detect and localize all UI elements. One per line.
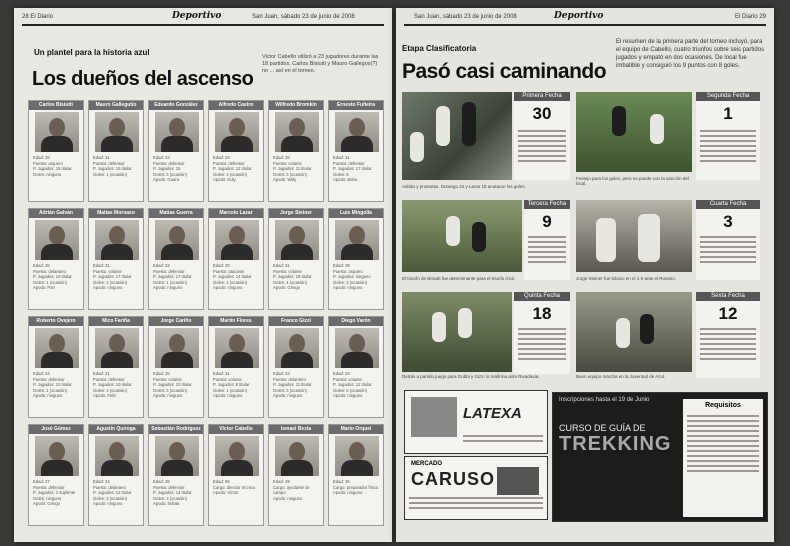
player-info-line: Puesto: defensor: [93, 160, 125, 166]
player-info-line: Edad: 24: [33, 371, 50, 376]
player-info-line: Goles: 0 (ocasión): [333, 387, 367, 393]
player-info-line: Apodo: Bebu: [333, 177, 358, 183]
stat-box: [524, 200, 570, 280]
player-photo: [335, 112, 379, 152]
player-info-line: Puesto: delantero: [273, 376, 306, 382]
player-info-line: Goles: ninguno: [33, 171, 62, 177]
player-name: Mauro Gallegutio: [89, 101, 143, 110]
player-info: [213, 479, 261, 496]
player-info: [153, 263, 201, 291]
match-photo: [576, 292, 692, 372]
stat-label: Cuarta Fecha: [696, 200, 760, 209]
player-info-line: P. Jugados: 10 titular: [33, 274, 72, 280]
player-info-line: Apodo: ninguno: [273, 495, 303, 501]
player-photo: [95, 436, 139, 476]
player-info-line: P. Jugados: 11 titular: [273, 166, 312, 172]
photo-caption: El triunfo de Bisiutti fue determinante para el triunfo Azul.: [402, 276, 522, 281]
player-card: [148, 316, 204, 418]
player-info-line: Goles: 3 (ocasión): [333, 279, 367, 285]
player-name: Marcelo Lazar: [209, 209, 263, 218]
player-info-line: Apodo: Gringo: [273, 285, 301, 291]
player-info: [93, 479, 141, 507]
player-info-line: Goles: 1 (ocasión): [153, 279, 187, 285]
player-photo: [95, 220, 139, 260]
player-card: [268, 208, 324, 310]
stat-box: [696, 292, 760, 378]
player-info: [33, 371, 81, 399]
player-info-line: P. Jugados: 12 titular: [93, 490, 132, 496]
player-info-line: Goles: 1 (ocasión): [93, 171, 127, 177]
player-info-line: P. Jugados: 18 titular: [273, 274, 312, 280]
player-photo: [35, 220, 79, 260]
ad-image: [411, 397, 457, 437]
player-info-line: Puesto: volante: [93, 268, 122, 274]
player-photo: [155, 328, 199, 368]
player-photo: [35, 328, 79, 368]
player-name: Diego Varón: [329, 317, 383, 326]
intro-text: El resumen de la primera parte del torneo incluyó, para el equipo de Cabello, cuatro triunfos sobre seis partidos jugados y empató en dos ocasiones. De local fue imbatible y consiguió los 9 puntos con 8 goles.: [616, 39, 765, 69]
player-info-line: Apodo: Feliz: [93, 393, 117, 399]
player-info-line: P. Jugados: 12 titular: [333, 382, 372, 388]
player-info: [93, 263, 141, 291]
player-name: Jorge Steiner: [269, 209, 323, 218]
stat-box: [514, 292, 570, 378]
photo-caption: Detrás a partido juego para Gobbi y Gizzi lo reafirma ante Rivadavia.: [402, 374, 572, 379]
player-name: Víctor Cabello: [209, 425, 263, 434]
player-photo: [215, 436, 259, 476]
player-info-line: Apodo: ninguno: [333, 285, 363, 291]
player-card: [328, 316, 384, 418]
player-info-line: Puesto: defensor: [153, 160, 185, 166]
player-info-line: Apodo: ninguno: [213, 285, 243, 291]
player-info-line: Edad: 29: [333, 263, 350, 268]
photo-caption: Buen equipo marcha en la Juventud de Azul.: [576, 374, 694, 379]
player-photo: [155, 436, 199, 476]
player-photo: [215, 328, 259, 368]
player-info-line: Puesto: delantero: [93, 484, 126, 490]
player-info: [93, 155, 141, 177]
player-info-line: Apodo: ninguno: [153, 285, 183, 291]
player-name: Eduardo González: [149, 101, 203, 110]
player-card: [268, 424, 324, 526]
kicker: Un plantel para la historia azul: [34, 48, 150, 57]
player-info-line: Edad: 31: [213, 371, 230, 376]
player-photo: [275, 436, 319, 476]
player-photo: [335, 328, 379, 368]
player-info-line: Apodo: Sebita: [153, 501, 180, 507]
match-photo: [402, 92, 512, 180]
right-page: [396, 8, 774, 542]
match-photo: [576, 92, 692, 172]
player-info-line: P. Jugados: 14 titular: [213, 274, 252, 280]
player-grid: [28, 100, 388, 526]
player-info-line: Edad: 49: [273, 479, 290, 484]
player-info: [213, 371, 261, 399]
headline: Pasó casi caminando: [402, 60, 607, 83]
player-card: [208, 100, 264, 202]
player-info-line: Apodo: Gringo: [33, 501, 61, 507]
player-info-line: Apodo: ninguno: [273, 393, 303, 399]
player-name: Ismael Bezta: [269, 425, 323, 434]
player-info: [153, 371, 201, 399]
player-info-line: Apodo: Willy: [273, 177, 297, 183]
player-info-line: Edad: 56: [213, 479, 230, 484]
player-info-line: Puesto: defensor: [33, 484, 65, 490]
player-card: [88, 208, 144, 310]
player-info-line: Goles: 1 (ocasión): [213, 387, 247, 393]
player-info-line: Edad: 36: [333, 479, 350, 484]
stat-label: Tercera Fecha: [524, 200, 570, 209]
player-info: [333, 155, 381, 183]
ad-brand: LATEXA: [463, 405, 522, 422]
stat-value: 1: [723, 104, 733, 123]
player-name: Mico Fariña: [89, 317, 143, 326]
player-info-line: Apodo: Guara: [153, 177, 180, 183]
photo-caption: Adrián y protestas. Durango 22 y Lazar 18 anotaron los goles.: [402, 184, 572, 189]
player-name: José Gómez: [29, 425, 83, 434]
player-card: [148, 208, 204, 310]
player-card: [28, 100, 84, 202]
player-info: [333, 263, 381, 291]
player-info-line: Edad: 20: [213, 263, 230, 268]
player-info-line: Goles: ninguno: [33, 495, 62, 501]
player-info-line: Goles: 3 (ocasión): [213, 171, 247, 177]
player-photo: [155, 112, 199, 152]
player-info-line: Edad: 31: [93, 155, 110, 160]
player-card: [208, 316, 264, 418]
player-info-line: Apodo: ninguno: [93, 285, 123, 291]
player-photo: [215, 220, 259, 260]
page-number: El Diario 29: [734, 14, 766, 20]
player-info-line: Edad: 28: [273, 155, 290, 160]
player-info: [213, 155, 261, 183]
player-info-line: Puesto: defensor: [93, 376, 125, 382]
player-info-line: Apodo: Víctor: [213, 490, 239, 496]
player-card: [328, 208, 384, 310]
player-card: [268, 316, 324, 418]
player-card: [328, 424, 384, 526]
player-info: [33, 479, 81, 507]
player-info-line: P. Jugados: 1 suplente: [33, 490, 76, 496]
ad-title: CURSO DE GUÍA DE: [559, 423, 646, 433]
player-info-line: P. Jugados: 17 titular: [153, 274, 192, 280]
stat-label: Quinta Fecha: [514, 292, 570, 301]
page-number: 28 El Diario: [22, 14, 54, 20]
player-info-line: Edad: 24: [333, 371, 350, 376]
player-info: [153, 479, 201, 507]
page-date: San Juan, sábado 23 de junio de 2008: [252, 14, 355, 20]
player-info-line: P. Jugados: 10 titular: [153, 382, 192, 388]
section-brand: Deportivo: [172, 11, 222, 21]
player-info: [333, 479, 381, 496]
player-photo: [275, 112, 319, 152]
player-info-line: Puesto: defensor: [333, 160, 365, 166]
player-info: [33, 263, 81, 291]
player-info: [273, 155, 321, 183]
player-card: [328, 100, 384, 202]
stat-box: [696, 200, 760, 280]
player-info: [33, 155, 81, 177]
player-info: [213, 263, 261, 291]
player-info-line: Puesto: defensor: [153, 484, 185, 490]
player-card: [28, 208, 84, 310]
player-card: [28, 316, 84, 418]
player-info-line: Edad: 24: [213, 155, 230, 160]
match-photo: [402, 200, 522, 272]
stat-value: 18: [532, 304, 552, 323]
player-info-line: Puesto: delantero: [33, 268, 66, 274]
player-name: Martín Flores: [209, 317, 263, 326]
player-info-line: Puesto: volante: [273, 160, 302, 166]
ad-caruso: [404, 456, 548, 520]
player-photo: [155, 220, 199, 260]
player-name: Luis Mingolla: [329, 209, 383, 218]
player-info-line: P. Jugados: 8 titular: [213, 382, 250, 388]
player-card: [148, 424, 204, 526]
stat-value: 3: [723, 212, 733, 231]
player-info-line: Cargo: preparador físico: [333, 484, 379, 490]
player-photo: [35, 436, 79, 476]
stat-label: Sexta Fecha: [696, 292, 760, 301]
player-info: [333, 371, 381, 399]
player-info-line: P. Jugados: 15: [153, 166, 181, 172]
player-info-line: Puesto: volante: [153, 376, 182, 382]
player-info-line: P. Jugados: 11 titular: [273, 382, 312, 388]
ad-brand: TREKKING: [559, 433, 672, 455]
stat-label: Primera Fecha: [514, 92, 570, 101]
player-info-line: P. Jugados: 17 titular: [93, 274, 132, 280]
player-info-line: Edad: 31: [273, 263, 290, 268]
ad-requirements-title: Requisitos: [705, 402, 741, 409]
player-info-line: Puesto: atacante: [213, 268, 245, 274]
player-info-line: Goles: 3 (ocasión): [273, 387, 307, 393]
player-name: Matías Moroaso: [89, 209, 143, 218]
player-info-line: P. Jugados: 18 titular: [33, 166, 72, 172]
player-info-line: Goles: 4 (ocasión): [213, 279, 247, 285]
stat-box: [696, 92, 760, 180]
player-info-line: Edad: 27: [33, 479, 50, 484]
player-info-line: Apodo: ninguno: [333, 393, 363, 399]
player-info-line: Edad: 25: [33, 263, 50, 268]
player-info-line: Edad: 23: [273, 371, 290, 376]
photo-caption: Festejo para los goles, pero no puede con la sanción del local.: [576, 176, 694, 186]
player-info-line: P. Jugados: ninguno: [333, 274, 371, 280]
player-photo: [275, 328, 319, 368]
player-info: [273, 371, 321, 399]
player-info-line: Edad: 31: [93, 263, 110, 268]
player-info-line: Edad: 23: [153, 155, 170, 160]
section-brand: Deportivo: [554, 11, 604, 21]
player-info: [273, 479, 321, 501]
player-photo: [215, 112, 259, 152]
player-info-line: P. Jugados: 14 titular: [153, 490, 192, 496]
left-page: [14, 8, 392, 542]
ad-subtitle: MERCADO: [411, 461, 442, 467]
player-info-line: Goles: 1 (ocasión): [33, 279, 67, 285]
player-info-line: P. Jugados: 17 titular: [333, 166, 372, 172]
stat-value: 12: [718, 304, 738, 323]
player-info: [273, 263, 321, 291]
player-info-line: Edad: 24: [93, 479, 110, 484]
stat-value: 9: [542, 212, 552, 231]
player-info: [153, 155, 201, 183]
match-photo: [402, 292, 512, 372]
player-info-line: Puesto: arquero: [333, 268, 363, 274]
ad-brand: CARUSO: [411, 469, 496, 489]
player-info-line: Apodo: ninguno: [153, 393, 183, 399]
player-info-line: Cargo: director técnico: [213, 484, 256, 490]
player-info-line: Apodo: ninguno: [213, 393, 243, 399]
player-info-line: Edad: 22: [153, 263, 170, 268]
player-card: [148, 100, 204, 202]
player-info-line: Apodo: Parí: [33, 285, 56, 291]
photo-caption: Jorge Steiner fue básico en el 1-0 ante el Rosario.: [576, 276, 694, 281]
player-info-line: Goles: 1 (ocasión): [33, 387, 67, 393]
player-info-line: Edad: 21: [93, 371, 110, 376]
player-info-line: Puesto: volante: [213, 376, 242, 382]
player-name: Alfredo Castro: [209, 101, 263, 110]
player-photo: [35, 112, 79, 152]
player-name: Wilfredo Bromkin: [269, 101, 323, 110]
player-card: [268, 100, 324, 202]
headline: Los dueños del ascenso: [32, 68, 254, 90]
player-name: Adrián Galván: [29, 209, 83, 218]
player-info-line: Apodo: ninguno: [93, 501, 123, 507]
player-card: [88, 316, 144, 418]
player-name: Ernesto Fuñeira: [329, 101, 383, 110]
ad-subtitle: Inscripciones hasta el 19 de Junio: [559, 397, 650, 403]
player-info-line: P. Jugados: 10 titular: [33, 382, 72, 388]
player-card: [208, 208, 264, 310]
player-info-line: Goles: 4 (ocasión): [273, 279, 307, 285]
ad-trekking: [552, 392, 768, 522]
player-info-line: Goles: 3 (ocasión): [93, 387, 127, 393]
player-info-line: Puesto: defensor: [33, 376, 65, 382]
player-info-line: Edad: 25: [153, 479, 170, 484]
player-name: Mario Orqueí: [329, 425, 383, 434]
player-name: Agustín Quiroga: [89, 425, 143, 434]
player-info-line: P. Jugados: 12 titular: [213, 166, 252, 172]
player-name: Carlos Bisiutti: [29, 101, 83, 110]
player-info: [93, 371, 141, 399]
player-photo: [335, 436, 379, 476]
player-info-line: Puesto: arquero: [33, 160, 63, 166]
left-page-header: [22, 12, 384, 26]
player-info-line: Apodo: Kuly: [213, 177, 236, 183]
right-page-header: [404, 12, 766, 26]
player-photo: [335, 220, 379, 260]
player-info-line: Puesto: defensor: [213, 160, 245, 166]
ad-latexa: [404, 390, 548, 454]
player-info-line: Goles: 3 (ocasión): [153, 171, 187, 177]
page-date: San Juan, sábado 23 de junio de 2008: [414, 14, 517, 20]
stat-label: Segunda Fecha: [696, 92, 760, 101]
player-info-line: Goles: 3 (ocasión): [273, 171, 307, 177]
kicker: Etapa Clasificatoria: [402, 44, 477, 53]
player-info-line: Cargo: ayudante de campo: [273, 484, 310, 496]
player-name: Matías Guerra: [149, 209, 203, 218]
player-info-line: Puesto: defensor: [153, 268, 185, 274]
player-info-line: Apodo: ninguno: [333, 490, 363, 496]
match-photo: [576, 200, 692, 272]
player-info-line: Puesto: volante: [333, 376, 362, 382]
player-info-line: Apodo: ninguno: [33, 393, 63, 399]
player-card: [28, 424, 84, 526]
player-photo: [275, 220, 319, 260]
player-name: Jorge Cariño: [149, 317, 203, 326]
player-card: [208, 424, 264, 526]
player-photo: [95, 328, 139, 368]
stat-value: 30: [532, 104, 552, 123]
player-info-line: Edad: 25: [153, 371, 170, 376]
stat-box: [514, 92, 570, 180]
player-name: Sebastián Rodríguez: [149, 425, 203, 434]
player-photo: [95, 112, 139, 152]
player-name: Franco Gizzi: [269, 317, 323, 326]
player-info-line: Edad: 28: [33, 155, 50, 160]
ad-image: [497, 467, 539, 495]
player-card: [88, 424, 144, 526]
player-info-line: P. Jugados: 10 titular: [93, 382, 132, 388]
player-name: Roberto Ovejero: [29, 317, 83, 326]
ad-requirements: [683, 399, 763, 517]
player-info-line: P. Jugados: 15 titular: [93, 166, 132, 172]
player-info-line: Goles: 3 (ocasión): [93, 495, 127, 501]
player-info-line: Edad: 31: [333, 155, 350, 160]
intro-text: Victor Cabello utilizó a 23 jugadores durante las 18 partidos. Carlos Bisiutti y Mauro Gallegos(?) no ... así en el torneo.: [262, 54, 379, 74]
player-info-line: Goles: 3 (ocasión): [153, 495, 187, 501]
player-info-line: Puesto: volante: [273, 268, 302, 274]
player-info-line: Goles: 2 (ocasión): [93, 279, 127, 285]
player-info-line: Goles: 3 (ocasión): [153, 387, 187, 393]
player-info-line: Goles: 5: [333, 171, 349, 177]
player-card: [88, 100, 144, 202]
